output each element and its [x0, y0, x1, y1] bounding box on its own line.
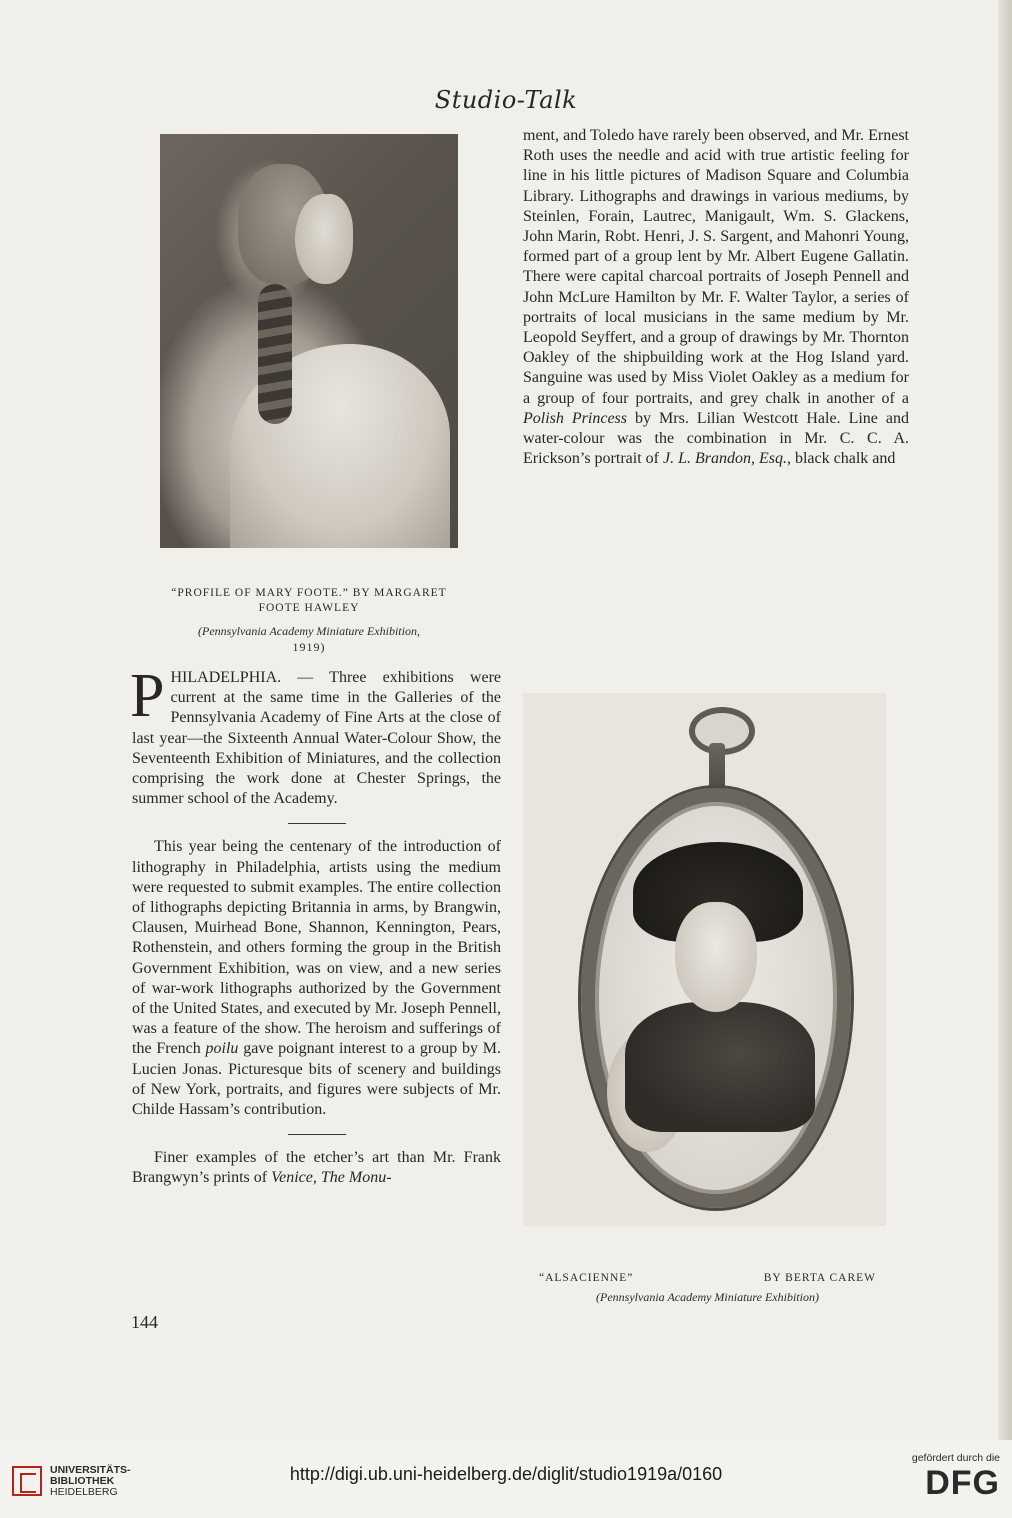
- funded-by-label: gefördert durch die: [911, 1452, 1000, 1464]
- paragraph-lithography: This year being the centenary of the introduction of lithography in Philadelphia, artists using the medium were requested to submit examples. The entire collection of lithographs depicting Britannia in arms, by Brangwin, Clausen, Muirhead Bone, Shannon, Kennington, Pears, Rothenstein, and others forming the group in the British Government Exhibition, was on view, and a new series of war-work lithographs authorized by the Government of the United States, and executed by Mr. Joseph Pennell, was a feature of the show. The heroism and sufferings of the French poilu gave poignant interest to a group by M. Lucien Jonas. Picturesque bits of scenery and buildings of New York, portraits, and figures were subjects of Mr. Childe Hassam’s contribution.: [132, 838, 501, 1119]
- caption-top-line2: FOOTE HAWLEY: [258, 602, 360, 614]
- caption-top-line3: (Pennsylvania Academy Miniature Exhibition,: [198, 624, 420, 638]
- caption-bottom: [523, 1272, 892, 1305]
- paragraph-philadelphia: PHILADELPHIA. — Three exhibitions were current at the same time in the Galleries of the Pennsylvania Academy of Fine Arts at the close of last year—the Sixteenth Annual Water-Colour Show, the Seventeenth Exhibition of Miniatures, and the collection comprising the work done at Chester Springs, the summer school of the Academy.: [130, 662, 501, 808]
- paragraph-etchers: Finer examples of the etcher’s art than Mr. Frank Brangwyn’s prints of Venice, The Monu-: [132, 1149, 501, 1187]
- caption-bottom-source: (Pennsylvania Academy Miniature Exhibition): [596, 1290, 819, 1304]
- digitization-footer: [0, 1440, 1012, 1518]
- right-column-text: [523, 126, 909, 469]
- dfg-logo[interactable]: [888, 1452, 1000, 1502]
- dfg-wordmark: DFG: [925, 1464, 1000, 1502]
- left-column-text: [130, 662, 501, 1189]
- running-head: Studio-Talk: [434, 86, 578, 114]
- drop-cap: P: [130, 662, 165, 730]
- caption-top: [140, 586, 478, 655]
- caption-top-line1: “PROFILE OF MARY FOOTE.” BY MARGARET: [171, 587, 447, 599]
- caption-bottom-artist: BY BERTA CAREW: [763, 1272, 876, 1284]
- pendant-bail: [681, 707, 753, 787]
- page-number: 144: [131, 1312, 158, 1332]
- page-edge: [998, 0, 1012, 1440]
- caption-top-line4: 1919): [292, 640, 326, 654]
- caption-bottom-title: “ALSACIENNE”: [539, 1272, 634, 1284]
- oval-frame: [581, 788, 851, 1208]
- section-divider: [288, 1134, 346, 1135]
- section-divider: [288, 823, 346, 824]
- source-url-link[interactable]: http://digi.ub.uni-heidelberg.de/diglit/studio1919a/0160: [289, 1464, 723, 1484]
- university-library-logo[interactable]: UNIVERSITÄTS- BIBLIOTHEK HEIDELBERG: [12, 1462, 152, 1502]
- miniature-photo-alsacienne: [523, 693, 886, 1226]
- portrait-photo-mary-foote: [160, 134, 458, 548]
- paragraph: ment, and Toledo have rarely been observed, and Mr. Ernest Roth uses the needle and acid with true artistic feeling for line in his little pictures of Madison Square and Columbia Library. Lithographs and drawings in various mediums, by Steinlen, Forain, Lautrec, Manigault, Wm. S. Glackens, John Marin, Robt. Henri, J. S. Sargent, and Mahonri Young, formed part of a group lent by Mr. Albert Eugene Gallatin. There were capital charcoal portraits of Joseph Pennell and John McLure Hamilton by Mr. F. Walter Taylor, a series of portraits of local musicians in the same medium by Mr. Leopold Seyffert, and a group of drawings by Mr. Thornton Oakley of the shipbuilding work at the Hog Island yard. Sanguine was used by Miss Violet Oakley as a medium for a group of four portraits, and grey chalk in another of a Polish Princess by Mrs. Lilian Westcott Hale. Line and water-colour was the combination in Mr. C. C. A. Erickson’s portrait of J. L. Brandon, Esq., black chalk and: [523, 127, 909, 468]
